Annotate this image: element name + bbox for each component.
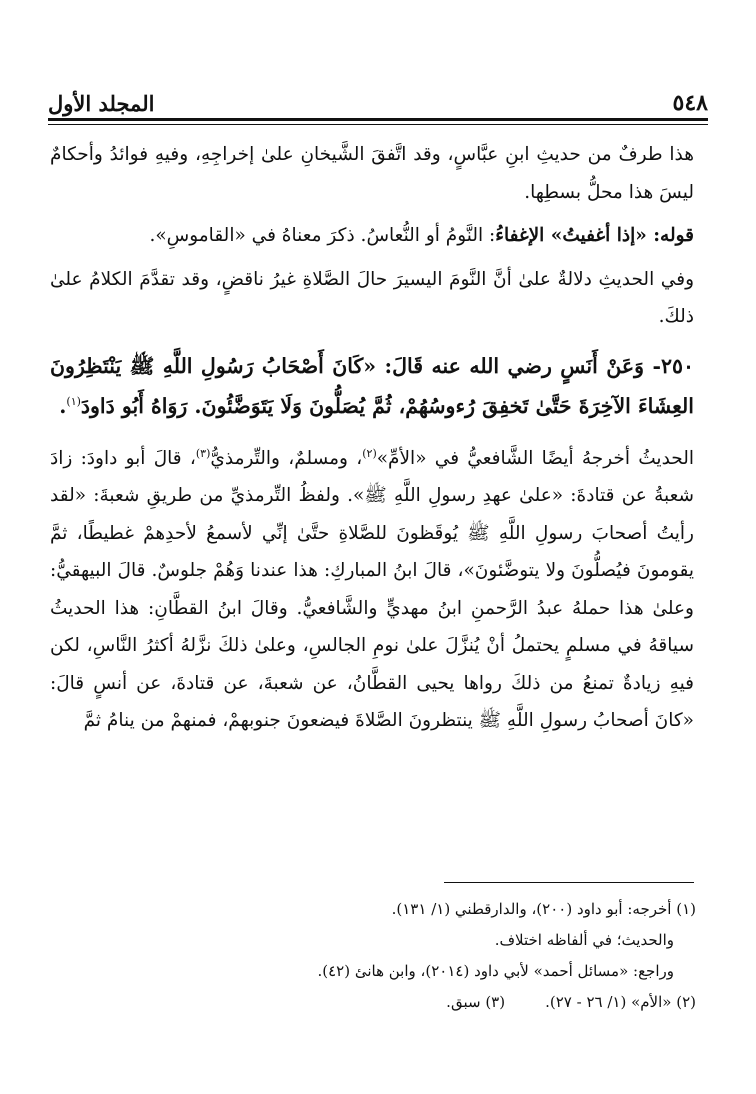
paragraph-vocabulary bbox=[50, 217, 694, 255]
hadith-250 bbox=[50, 346, 694, 426]
page-header bbox=[48, 82, 708, 116]
hadith-number: ٢٥٠- bbox=[652, 353, 695, 378]
hadith-end: . bbox=[59, 393, 67, 418]
paragraph-ruling: وفي الحديثِ دلالةٌ علىٰ أنَّ النَّومَ اليسيرَ حالَ الصَّلاةِ غيرُ ناقضٍ، وقد تقدَّمَ الكلامُ علىٰ ذلكَ. bbox=[50, 268, 694, 327]
volume-title: المجلد الأول bbox=[48, 91, 155, 116]
paragraph-intro: هذا طرفٌ من حديثِ ابنِ عبَّاسٍ، وقد اتَّفقَ الشَّيخانِ علىٰ إخراجِهِ، وفيهِ فوائدُ وأحكامٌ ليسَ هذا محلُّ بسطِها. bbox=[50, 144, 694, 203]
commentary-part-b: ، ومسلمٌ، والتِّرمذيُّ bbox=[210, 447, 363, 469]
commentary-part-a: الحديثُ أخرجهُ أيضًا الشَّافعيُّ في «الأمِّ» bbox=[376, 447, 695, 469]
footnote-1: (١) أخرجه: أبو داود (٢٠٠)، والدارقطني (١/ ١٣١). bbox=[391, 900, 696, 918]
main-text bbox=[50, 136, 694, 740]
paragraph-commentary bbox=[50, 440, 694, 740]
footnote-3: (٣) سبق. bbox=[446, 993, 506, 1011]
footnotes bbox=[50, 894, 696, 1018]
vocabulary-lead: قوله: «إذا أغفيتُ» الإغفاءُ bbox=[495, 225, 694, 246]
page-number: ٥٤٨ bbox=[672, 90, 708, 116]
footnote-separator bbox=[444, 882, 694, 883]
header-rule-thin bbox=[48, 124, 708, 125]
footnote-1-see-also: وراجع: «مسائل أحمد» لأبي داود (٢٠١٤)، وابن هانئ (٤٢). bbox=[317, 962, 674, 980]
footnote-2: (٢) «الأم» (١/ ٢٦ - ٢٧). bbox=[545, 993, 696, 1011]
footnote-ref-2: (٢) bbox=[362, 446, 377, 460]
footnotes-row bbox=[50, 987, 696, 1018]
footnote-1-note: والحديث؛ في ألفاظه اختلاف. bbox=[494, 931, 674, 949]
footnote-ref-1: (١) bbox=[66, 394, 81, 408]
hadith-text: وَعَنْ أَنَسٍ رضي الله عنه قَالَ: «كَانَ أَصْحَابُ رَسُولِ اللَّهِ ﷺ يَنْتَظِرُونَ العِشَاءَ الآخِرَةَ حَتَّىٰ تَخفِقَ رُءوسُهُمْ، ثُمَّ يُصَلُّونَ وَلَا يَتَوَضَّئُونَ. رَوَاهُ أَبُو دَاودَ bbox=[50, 353, 694, 418]
header-rule-thick bbox=[48, 118, 708, 121]
vocabulary-text: : النَّومُ أو النُّعاسُ. ذكرَ معناهُ في «القاموسِ». bbox=[149, 225, 496, 246]
commentary-part-c: ، قالَ أبو داودَ: زادَ شعبةُ عن قتادةَ: «علىٰ عهدِ رسولِ اللَّهِ ﷺ». ولفظُ التِّرمذيِّ من طريقِ شعبةَ: «لقد رأيتُ أصحابَ رسولِ اللَّهِ ﷺ يُوقَظونَ للصَّلاةِ حتَّىٰ إنِّي لأسمعُ لأحدِهمْ غطيطًا، ثمَّ يقومونَ فيُصلُّونَ ولا يتوضَّئونَ»، قالَ ابنُ المباركِ: هذا عندنا وَهُمْ جلوسٌ. قالَ البيهقيُّ: وعلىٰ هذا حملهُ عبدُ الرَّحمنِ ابنُ مهديٍّ والشَّافعيُّ. وقالَ ابنُ القطَّانِ: هذا الحديثُ سياقهُ في مسلمٍ يحتملُ أنْ يُنزَّلَ علىٰ نومِ الجالسِ، وعلىٰ ذلكَ نزَّلهُ أكثرُ النَّاسِ، لكن فيهِ زيادةٌ تمنعُ من ذلكَ رواها يحيى القطَّانُ، عن شعبةَ، عن قتادةَ، عن أنسٍ قالَ: «كانَ أصحابُ رسولِ اللَّهِ ﷺ ينتظرونَ الصَّلاةَ فيضعونَ جنوبهمْ، فمنهمْ من ينامُ ثمَّ bbox=[50, 447, 694, 731]
footnote-ref-3: (٣) bbox=[195, 446, 211, 460]
